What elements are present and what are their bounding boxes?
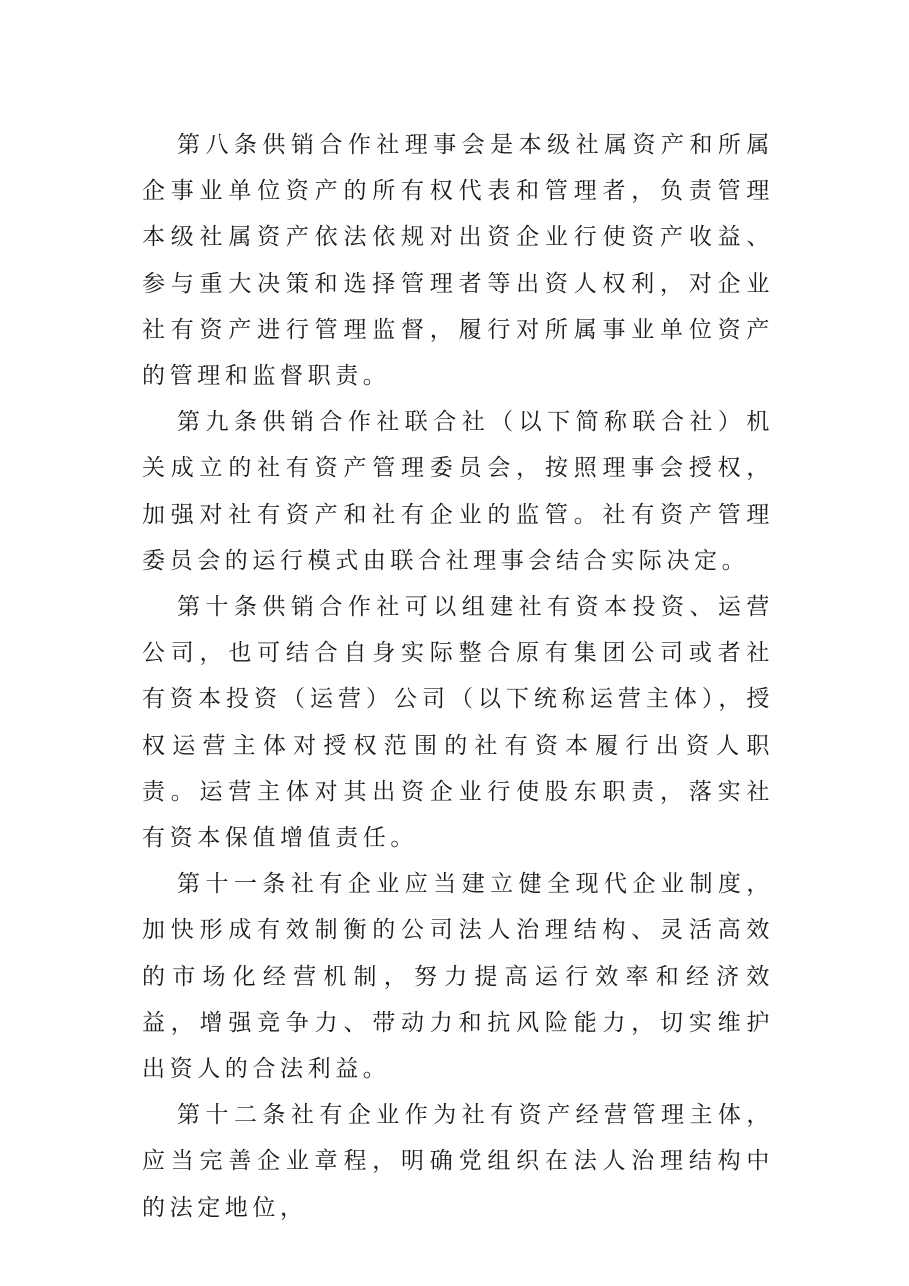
article-11-paragraph: 第十一条社有企业应当建立健全现代企业制度，加快形成有效制衡的公司法人治理结构、灵活高效的市场化经营机制，努力提高运行效率和经济效益，增强竞争力、带动力和抗风险能力，切实维护出资人的合法利益。 [142, 871, 774, 1083]
article-10-paragraph: 第十条供销合作社可以组建社有资本投资、运营公司，也可结合自身实际整合原有集团公司或者社有资本投资（运营）公司（以下统称运营主体），授权运营主体对授权范围的社有资本履行出资人职责。运营主体对其出资企业行使股东职责，落实社有资本保值增值责任。 [142, 594, 774, 852]
article-9-paragraph: 第九条供销合作社联合社（以下简称联合社）机关成立的社有资产管理委员会，按照理事会授权，加强对社有资产和社有企业的监管。社有资产管理委员会的运行模式由联合社理事会结合实际决定。 [142, 409, 774, 574]
article-12-paragraph: 第十二条社有企业作为社有资产经营管理主体，应当完善企业章程，明确党组织在法人治理结构中的法定地位， [142, 1102, 774, 1221]
article-8-paragraph: 第八条供销合作社理事会是本级社属资产和所属企事业单位资产的所有权代表和管理者，负责管理本级社属资产依法依规对出资企业行使资产收益、参与重大决策和选择管理者等出资人权利，对企业社有资产进行管理监督，履行对所属事业单位资产的管理和监督职责。 [142, 132, 774, 390]
document-body [142, 122, 774, 1231]
